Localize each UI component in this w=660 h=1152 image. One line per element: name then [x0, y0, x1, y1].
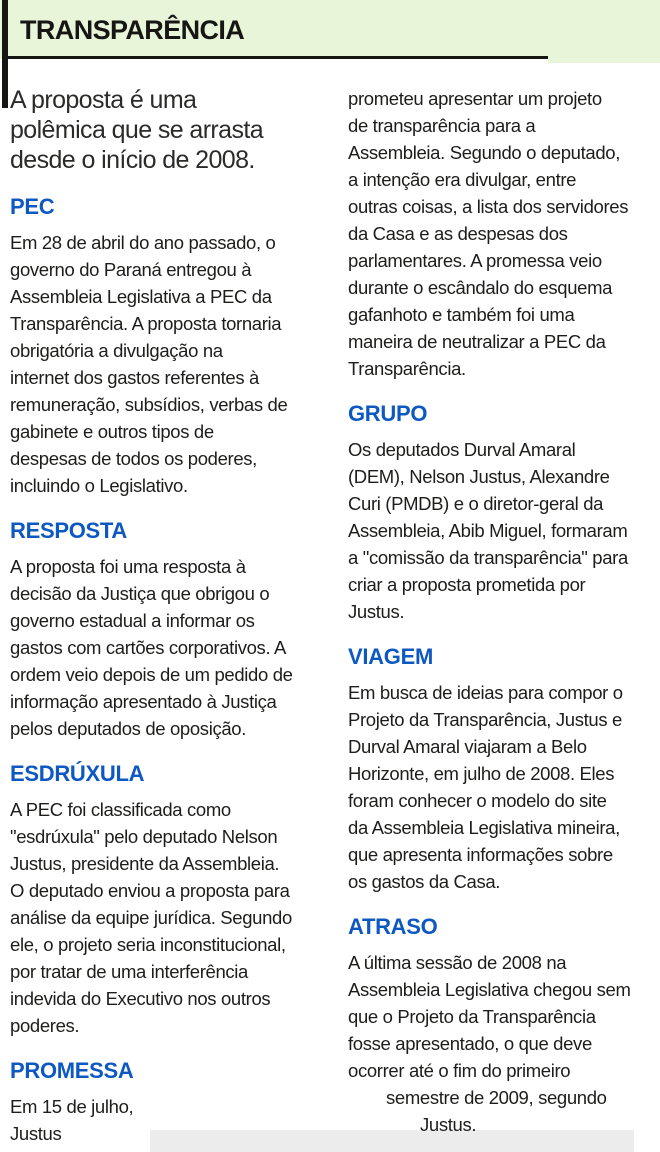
text-line: fosse apresentado, o que deve [348, 1033, 592, 1054]
text-line: Assembleia Legislativa chegou sem [348, 979, 631, 1000]
text-line: Justus [10, 1123, 62, 1144]
text-line: a intenção era divulgar, entre [348, 169, 577, 190]
section-body [10, 1093, 344, 1147]
text-line: Assembleia, Abib Miguel, formaram [348, 520, 628, 541]
text-line: criar a proposta prometida por [348, 574, 586, 595]
text-line: despesas de todos os poderes, [10, 448, 257, 469]
text-line: da Assembleia Legislativa mineira, [348, 817, 620, 838]
section-title: PEC [10, 194, 55, 219]
text-line: pelos deputados de oposição. [10, 718, 247, 739]
section-body [10, 229, 344, 499]
text-line: Justus. [420, 1114, 477, 1135]
text-line: análise da equipe jurídica. Segundo [10, 907, 292, 928]
text-line: Transparência. A proposta tornaria [10, 313, 282, 334]
panel-title: TRANSPARÊNCIA [20, 15, 245, 45]
text-line: gastos com cartões corporativos. A [10, 637, 287, 658]
text-line: foram conhecer o modelo do site [348, 790, 607, 811]
text-line: gabinete e outros tipos de [10, 421, 214, 442]
section-body [348, 436, 654, 625]
text-line: por tratar de uma interferência [10, 961, 248, 982]
text-line: obrigatória a divulgação na [10, 340, 223, 361]
section-body [10, 796, 344, 1039]
right-column-sections [348, 402, 654, 1138]
section-title: ATRASO [348, 914, 438, 939]
text-line: de transparência para a [348, 115, 536, 136]
section-grupo [348, 402, 654, 625]
text-line: Em busca de ideias para compor o [348, 682, 623, 703]
text-line: parlamentares. A promessa veio [348, 250, 602, 271]
text-line: durante o escândalo do esquema [348, 277, 613, 298]
text-line: Em 15 de julho, [10, 1096, 134, 1117]
section-pec [10, 195, 344, 499]
text-line: Assembleia Legislativa a PEC da [10, 286, 272, 307]
text-line: Transparência. [348, 358, 466, 379]
text-line: Em 28 de abril do ano passado, o [10, 232, 276, 253]
text-line: ocorrer até o fim do primeiro [348, 1060, 571, 1081]
text-line: que apresenta informações sobre [348, 844, 613, 865]
section-title: GRUPO [348, 401, 428, 426]
text-columns [0, 63, 654, 1147]
section-title: PROMESSA [10, 1058, 134, 1083]
text-line: remuneração, subsídios, verbas de [10, 394, 288, 415]
text-line: A proposta é uma [10, 86, 197, 114]
text-line: a "comissão da transparência" para [348, 547, 628, 568]
text-line: prometeu apresentar um projeto [348, 88, 602, 109]
text-line: Os deputados Durval Amaral [348, 439, 576, 460]
text-line: ele, o projeto seria inconstitucional, [10, 934, 286, 955]
text-line: ordem veio depois de um pedido de [10, 664, 293, 685]
text-line: maneira de neutralizar a PEC da [348, 331, 606, 352]
text-line: governo do Paraná entregou à [10, 259, 252, 280]
text-line: polêmica que se arrasta [10, 116, 264, 144]
header-underline [2, 56, 548, 59]
text-line: semestre de 2009, segundo [386, 1087, 607, 1108]
section-body [348, 949, 654, 1138]
text-line: indevida do Executivo nos outros [10, 988, 271, 1009]
left-column [10, 85, 344, 1147]
section-viagem [348, 645, 654, 895]
text-line: Projeto da Transparência, Justus e [348, 709, 622, 730]
text-line: poderes. [10, 1015, 80, 1036]
section-body [348, 679, 654, 895]
text-line: gafanhoto e também foi uma [348, 304, 575, 325]
text-line: Assembleia. Segundo o deputado, [348, 142, 620, 163]
section-body [10, 553, 344, 742]
text-line: A proposta foi uma resposta à [10, 556, 246, 577]
text-line: Justus, presidente da Assembleia. [10, 853, 280, 874]
text-line: A última sessão de 2008 na [348, 952, 567, 973]
text-line: O deputado enviou a proposta para [10, 880, 290, 901]
section-title: RESPOSTA [10, 518, 127, 543]
text-line: os gastos da Casa. [348, 871, 501, 892]
text-line: decisão da Justiça que obrigou o [10, 583, 270, 604]
text-line: internet dos gastos referentes à [10, 367, 259, 388]
section-title: ESDRÚXULA [10, 761, 145, 786]
promessa-continuation [348, 85, 654, 382]
text-line: Curi (PMDB) e o diretor-geral da [348, 493, 604, 514]
text-line: incluindo o Legislativo. [10, 475, 188, 496]
section-resposta [10, 519, 344, 742]
text-line: "esdrúxula" pelo deputado Nelson [10, 826, 278, 847]
section-esdruxula [10, 762, 344, 1039]
text-line: Durval Amaral viajaram a Belo [348, 736, 587, 757]
panel-header [0, 0, 660, 63]
right-column [348, 85, 654, 1147]
text-line: da Casa e as despesas dos [348, 223, 568, 244]
section-title: VIAGEM [348, 644, 433, 669]
text-line: que o Projeto da Transparência [348, 1006, 596, 1027]
text-line: informação apresentado à Justiça [10, 691, 277, 712]
section-promessa [10, 1059, 344, 1147]
text-line: A PEC foi classificada como [10, 799, 231, 820]
text-line: Horizonte, em julho de 2008. Eles [348, 763, 615, 784]
section-atraso [348, 915, 654, 1138]
text-line: desde o início de 2008. [10, 146, 255, 174]
text-line: Justus. [348, 601, 405, 622]
text-line: governo estadual a informar os [10, 610, 255, 631]
text-line: (DEM), Nelson Justus, Alexandre [348, 466, 610, 487]
left-column-sections [10, 195, 344, 1147]
text-line: outras coisas, a lista dos servidores [348, 196, 629, 217]
lead-paragraph [10, 85, 344, 175]
